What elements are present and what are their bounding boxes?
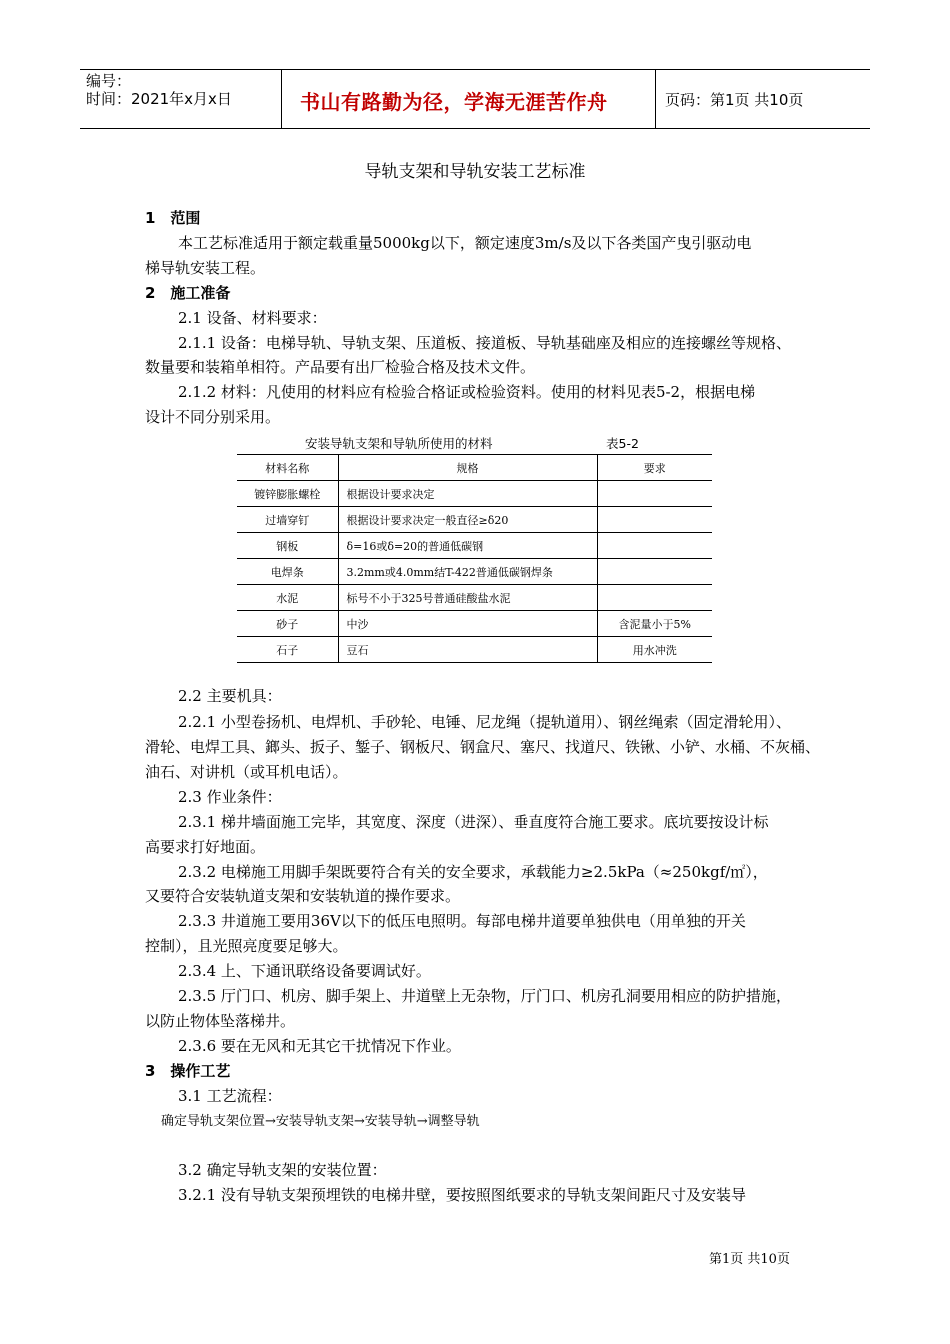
table-cell: 镀锌膨胀螺栓 xyxy=(237,481,338,507)
subsection-heading: 2.1 设备、材料要求： xyxy=(178,309,327,327)
table-cell: 用水冲洗 xyxy=(597,637,712,663)
table-row xyxy=(237,507,712,533)
paragraph-line: 2.3.4 上、下通讯联络设备要调试好。 xyxy=(178,962,431,980)
paragraph-line: 梯导轨安装工程。 xyxy=(145,259,266,277)
table-cell: 豆石 xyxy=(338,637,597,663)
table-cell xyxy=(597,533,712,559)
table-row xyxy=(237,611,712,637)
header-page-label: 页码：第1页 共10页 xyxy=(665,91,804,109)
paragraph-line: 油石、对讲机（或耳机电话）。 xyxy=(145,763,348,781)
paragraph-line: 高要求打好地面。 xyxy=(145,838,266,856)
paragraph-line: 2.3.3 井道施工要用36V以下的低压电照明。每部电梯井道要单独供电（用单独的开关 xyxy=(178,912,746,930)
header-bottom-rule xyxy=(80,128,870,129)
subsection-heading: 3.1 工艺流程： xyxy=(178,1087,282,1105)
paragraph-line: 2.1.1 设备：电梯导轨、导轨支架、压道板、接道板、导轨基础座及相应的连接螺丝等规格、 xyxy=(178,334,791,352)
materials-table xyxy=(237,454,712,663)
table-row xyxy=(237,533,712,559)
table-cell: 3.2mm或4.0mm结T-422普通低碳钢焊条 xyxy=(338,559,597,585)
table-number: 表5-2 xyxy=(606,436,639,451)
paragraph-line: 本工艺标准适用于额定载重量5000kg以下，额定速度3m/s及以下各类国产曳引驱动电 xyxy=(178,234,752,252)
table-row xyxy=(237,637,712,663)
paragraph-line: 滑轮、电焊工具、鎯头、扳子、錾子、钢板尺、钢盒尺、塞尺、找道尺、铁锹、小铲、水桶、不灰桶、 xyxy=(145,738,821,756)
table-cell xyxy=(597,481,712,507)
paragraph-line: 2.2.1 小型卷扬机、电焊机、手砂轮、电锤、尼龙绳（提轨道用）、钢丝绳索（固定滑轮用）、 xyxy=(178,713,791,731)
table-cell: 水泥 xyxy=(237,585,338,611)
section-heading-1: 1 范围 xyxy=(145,209,201,227)
table-cell: 石子 xyxy=(237,637,338,663)
header-motto: 书山有路勤为径，学海无涯苦作舟 xyxy=(300,90,608,114)
table-cell: 中沙 xyxy=(338,611,597,637)
table-cell: δ=16或δ=20的普通低碳钢 xyxy=(338,533,597,559)
table-cell: 过墙穿钉 xyxy=(237,507,338,533)
table-row xyxy=(237,585,712,611)
paragraph-line: 设计不同分别采用。 xyxy=(145,408,281,426)
header-divider-left xyxy=(281,69,282,129)
paragraph-line: 2.3.1 梯井墙面施工完毕，其宽度、深度（进深）、垂直度符合施工要求。底坑要按设计标 xyxy=(178,813,769,831)
table-header-row xyxy=(237,455,712,481)
header-number-label: 编号： xyxy=(86,72,132,90)
paragraph-line: 2.3.6 要在无风和无其它干扰情况下作业。 xyxy=(178,1037,461,1055)
section-heading-3: 3 操作工艺 xyxy=(145,1062,231,1080)
header-top-rule xyxy=(80,69,870,70)
table-cell: 钢板 xyxy=(237,533,338,559)
table-cell: 砂子 xyxy=(237,611,338,637)
table-cell: 电焊条 xyxy=(237,559,338,585)
table-cell: 标号不小于325号普通硅酸盐水泥 xyxy=(338,585,597,611)
page-footer: 第1页 共10页 xyxy=(709,1252,790,1267)
subsection-heading: 2.3 作业条件： xyxy=(178,788,282,806)
table-row xyxy=(237,559,712,585)
table-cell: 根据设计要求决定一般直径≥δ20 xyxy=(338,507,597,533)
subsection-heading: 3.2 确定导轨支架的安装位置： xyxy=(178,1161,387,1179)
header-divider-right xyxy=(655,69,656,129)
subsection-heading: 2.2 主要机具： xyxy=(178,687,282,705)
table-cell xyxy=(597,507,712,533)
header-time-label: 时间：2021年x月x日 xyxy=(86,90,232,108)
paragraph-line: 2.3.5 厅门口、机房、脚手架上、井道壁上无杂物，厅门口、机房孔洞要用相应的防护措施， xyxy=(178,987,791,1005)
paragraph-line: 以防止物体坠落梯井。 xyxy=(145,1012,296,1030)
table-caption: 安装导轨支架和导轨所使用的材料 xyxy=(305,436,493,451)
table-cell xyxy=(597,585,712,611)
table-header-cell: 材料名称 xyxy=(237,455,338,481)
process-flow-line: 确定导轨支架位置→安装导轨支架→安装导轨→调整导轨 xyxy=(161,1114,480,1129)
paragraph-line: 数量要和装箱单相符。产品要有出厂检验合格及技术文件。 xyxy=(145,358,536,376)
table-cell: 根据设计要求决定 xyxy=(338,481,597,507)
paragraph-line: 2.3.2 电梯施工用脚手架既要符合有关的安全要求，承载能力≥2.5kPa（≈250kgf/㎡）， xyxy=(178,863,768,881)
table-row xyxy=(237,481,712,507)
table-cell xyxy=(597,559,712,585)
table-header-cell: 规格 xyxy=(338,455,597,481)
table-cell: 含泥量小于5% xyxy=(597,611,712,637)
table-header-cell: 要求 xyxy=(597,455,712,481)
paragraph-line: 2.1.2 材料：凡使用的材料应有检验合格证或检验资料。使用的材料见表5-2，根据电梯 xyxy=(178,383,756,401)
document-title: 导轨支架和导轨安装工艺标准 xyxy=(364,162,586,182)
paragraph-line: 又要符合安装轨道支架和安装轨道的操作要求。 xyxy=(145,887,461,905)
paragraph-line: 控制），且光照亮度要足够大。 xyxy=(145,937,348,955)
section-heading-2: 2 施工准备 xyxy=(145,284,231,302)
paragraph-line: 3.2.1 没有导轨支架预埋铁的电梯井壁，要按照图纸要求的导轨支架间距尺寸及安装导 xyxy=(178,1186,746,1204)
